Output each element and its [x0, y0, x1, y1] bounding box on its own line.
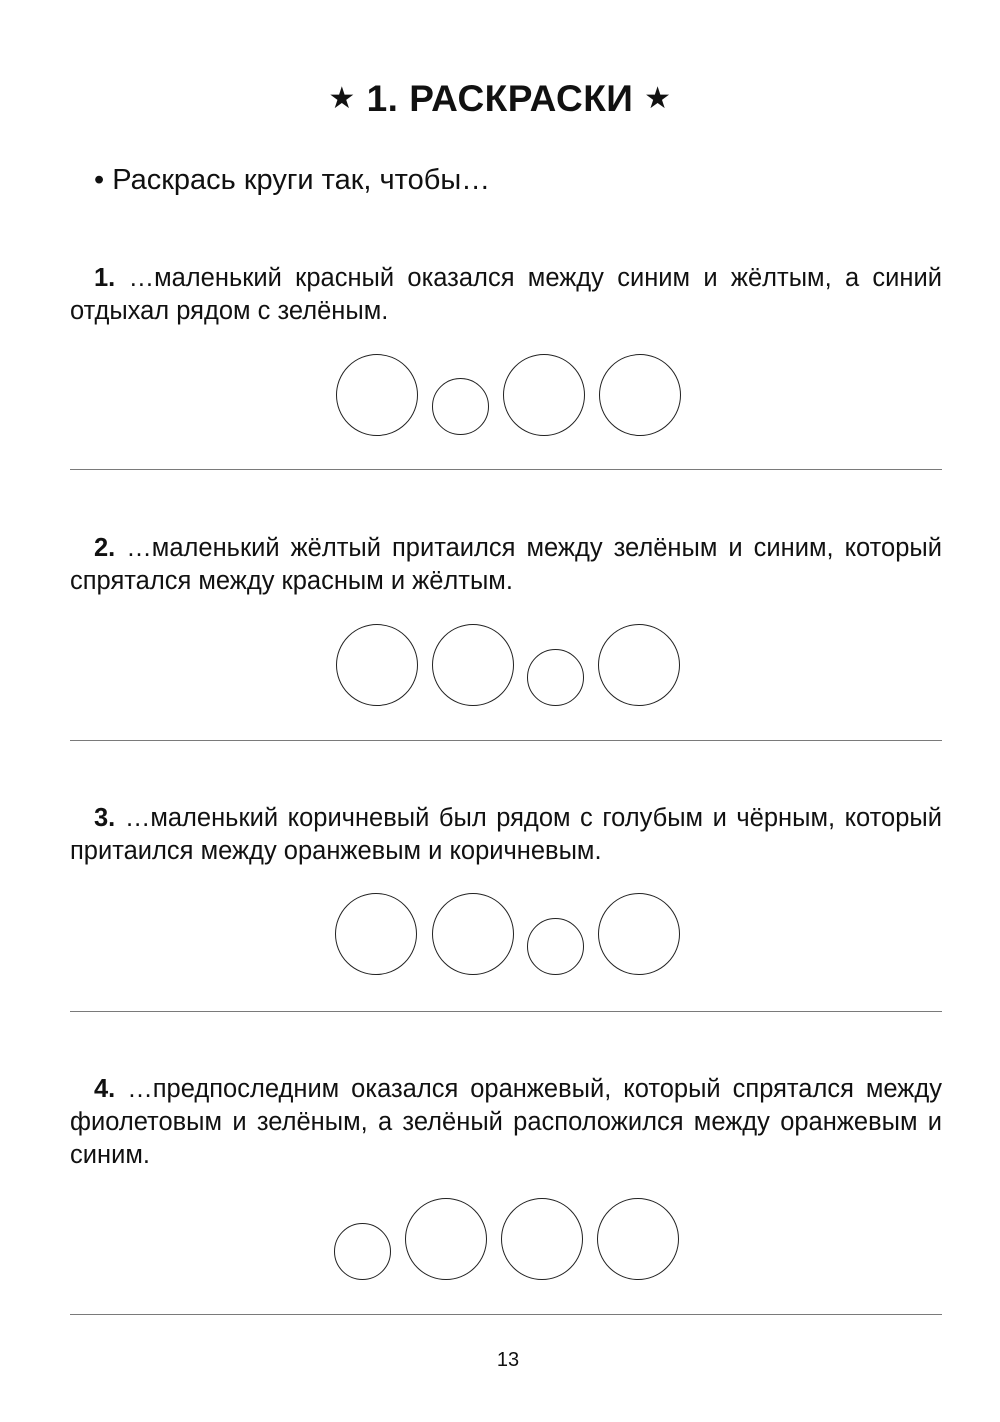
task-number: 4.	[94, 1075, 116, 1103]
circle-large[interactable]	[432, 624, 514, 706]
star-icon: ★	[328, 82, 356, 115]
circle-large[interactable]	[405, 1198, 487, 1280]
task-1	[70, 262, 942, 328]
circle-small[interactable]	[432, 378, 489, 435]
divider	[70, 1314, 942, 1315]
task-3	[70, 802, 942, 868]
circle-small[interactable]	[334, 1223, 391, 1280]
circle-small[interactable]	[527, 918, 584, 975]
task-number: 3.	[94, 804, 116, 832]
page-number: 13	[496, 1349, 520, 1371]
task-text: …маленький жёлтый притаился между зелёным и синим, который спрятался между красным и жёлтым.	[70, 534, 942, 595]
task-2	[70, 532, 942, 598]
circle-large[interactable]	[599, 354, 681, 436]
circle-large[interactable]	[597, 1198, 679, 1280]
task-number: 1.	[94, 264, 116, 292]
circle-large[interactable]	[501, 1198, 583, 1280]
task-text: …маленький коричневый был рядом с голубым и чёрным, который притаился между оранжевым и коричневым.	[70, 804, 942, 865]
task-text: …маленький красный оказался между синим и жёлтым, а синий отдыхал рядом с зелёным.	[70, 264, 942, 325]
task-text: …предпоследним оказался оранжевый, который спрятался между фиолетовым и зелёным, а зелёный расположился между оранжевым и синим.	[70, 1075, 942, 1169]
divider	[70, 740, 942, 741]
circle-large[interactable]	[336, 354, 418, 436]
circle-large[interactable]	[432, 893, 514, 975]
circle-large[interactable]	[503, 354, 585, 436]
instruction-text: • Раскрась круги так, чтобы…	[94, 164, 491, 196]
star-icon: ★	[644, 82, 672, 115]
divider	[70, 1011, 942, 1012]
circle-large[interactable]	[335, 893, 417, 975]
page-title	[0, 78, 1000, 120]
circle-large[interactable]	[598, 893, 680, 975]
circle-large[interactable]	[336, 624, 418, 706]
divider	[70, 469, 942, 470]
task-number: 2.	[94, 534, 116, 562]
task-4	[70, 1073, 942, 1172]
circle-small[interactable]	[527, 649, 584, 706]
page-title-text: 1. РАСКРАСКИ	[366, 78, 634, 119]
circle-large[interactable]	[598, 624, 680, 706]
